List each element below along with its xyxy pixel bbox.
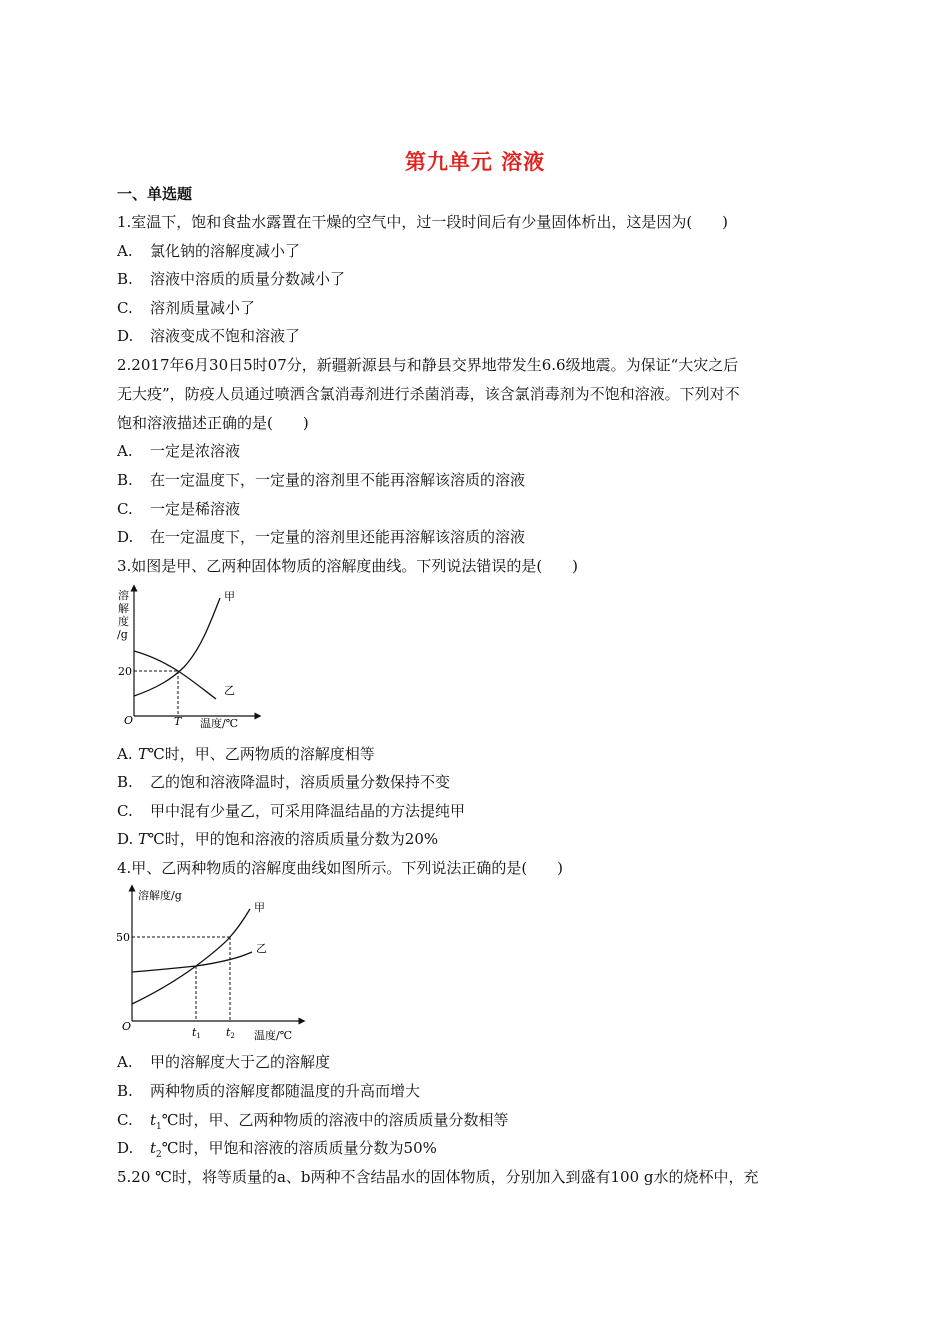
q2-option-b: B. 在一定温度下，一定量的溶剂里不能再溶解该溶质的溶液 — [117, 471, 526, 489]
q2-option-d: D. 在一定温度下，一定量的溶剂里还能再溶解该溶质的溶液 — [117, 528, 526, 546]
q3-label-yi: 乙 — [224, 684, 235, 697]
q3-ylabel-3: 度 — [118, 615, 129, 628]
q2-option-c: C. 一定是稀溶液 — [117, 500, 241, 518]
q4-x-tick-2: t2 — [226, 1026, 235, 1040]
q4-xlabel: 温度/℃ — [254, 1029, 293, 1042]
q1-option-b: B. 溶液中溶质的质量分数减小了 — [117, 270, 346, 288]
q4-ylabel: 溶解度/g — [138, 889, 182, 902]
q1-stem: 1.室温下，饱和食盐水露置在干燥的空气中，过一段时间后有少量固体析出，这是因为( ) — [117, 213, 729, 231]
q3-label-jia: 甲 — [224, 590, 235, 603]
q4-origin: O — [122, 1020, 132, 1033]
q4-label-jia: 甲 — [254, 901, 265, 914]
q1-option-c: C. 溶剂质量减小了 — [117, 299, 256, 317]
page-title: 第九单元 溶液 — [404, 150, 546, 174]
q3-stem: 3.如图是甲、乙两种固体物质的溶解度曲线。下列说法错误的是( ) — [117, 557, 579, 575]
q3-ylabel-1: 溶 — [118, 589, 129, 602]
q3-ylabel-4: /g — [117, 628, 128, 641]
q1-option-a: A. 氯化钠的溶解度减小了 — [117, 242, 301, 260]
q4-label-yi: 乙 — [256, 942, 267, 955]
q4-curve-jia — [132, 909, 250, 1004]
q3-curve-jia — [134, 598, 220, 696]
q4-stem: 4.甲、乙两种物质的溶解度曲线如图所示。下列说法正确的是( ) — [117, 859, 564, 877]
q3-x-tick: T — [174, 715, 182, 728]
q2-stem-line3: 饱和溶液描述正确的是( ) — [117, 414, 309, 432]
q2-stem-line2: 无大疫”，防疫人员通过喷洒含氯消毒剂进行杀菌消毒，该含氯消毒剂为不饱和溶液。下列对不 — [117, 385, 740, 403]
q4-option-c: C. $t_1℃$时，甲、乙两种物质的溶液中的溶质质量分数相等 — [117, 1111, 509, 1132]
q3-y-tick: 20 — [118, 665, 132, 678]
q3-option-c: C. 甲中混有少量乙，可采用降温结晶的方法提纯甲 — [117, 802, 466, 820]
q4-option-d: D. $t_2℃$时，甲饱和溶液的溶质质量分数为50% — [117, 1139, 437, 1160]
q3-solubility-graph — [112, 584, 262, 734]
q4-option-b: B. 两种物质的溶解度都随温度的升高而增大 — [117, 1082, 421, 1100]
q4-x-tick-1: t1 — [192, 1026, 201, 1040]
q3-option-b: B. 乙的饱和溶液降温时，溶质质量分数保持不变 — [117, 773, 451, 791]
q3-option-d: D. T℃时，甲的饱和溶液的溶质质量分数为20% — [117, 830, 439, 848]
q3-xlabel: 温度/℃ — [200, 717, 239, 730]
q2-option-a: A. 一定是浓溶液 — [117, 442, 241, 460]
q5-stem: 5.20 ℃时，将等质量的a、b两种不含结晶水的固体物质，分别加入到盛有100 g水的烧杯中，充 — [117, 1168, 759, 1186]
q2-stem-line1: 2.2017年6月30日5时07分，新疆新源县与和静县交界地带发生6.6级地震。为保证“大灾之后 — [117, 356, 739, 374]
q4-option-a: A. 甲的溶解度大于乙的溶解度 — [117, 1053, 331, 1071]
q4-solubility-graph — [112, 884, 312, 1044]
q3-option-a: A. T℃时，甲、乙两物质的溶解度相等 — [117, 745, 375, 763]
q3-origin: O — [124, 714, 134, 727]
section-heading: 一、单选题 — [117, 185, 193, 203]
q3-ylabel-2: 解 — [118, 602, 129, 615]
q1-option-d: D. 溶液变成不饱和溶液了 — [117, 327, 301, 345]
q4-y-tick: 50 — [116, 931, 130, 944]
